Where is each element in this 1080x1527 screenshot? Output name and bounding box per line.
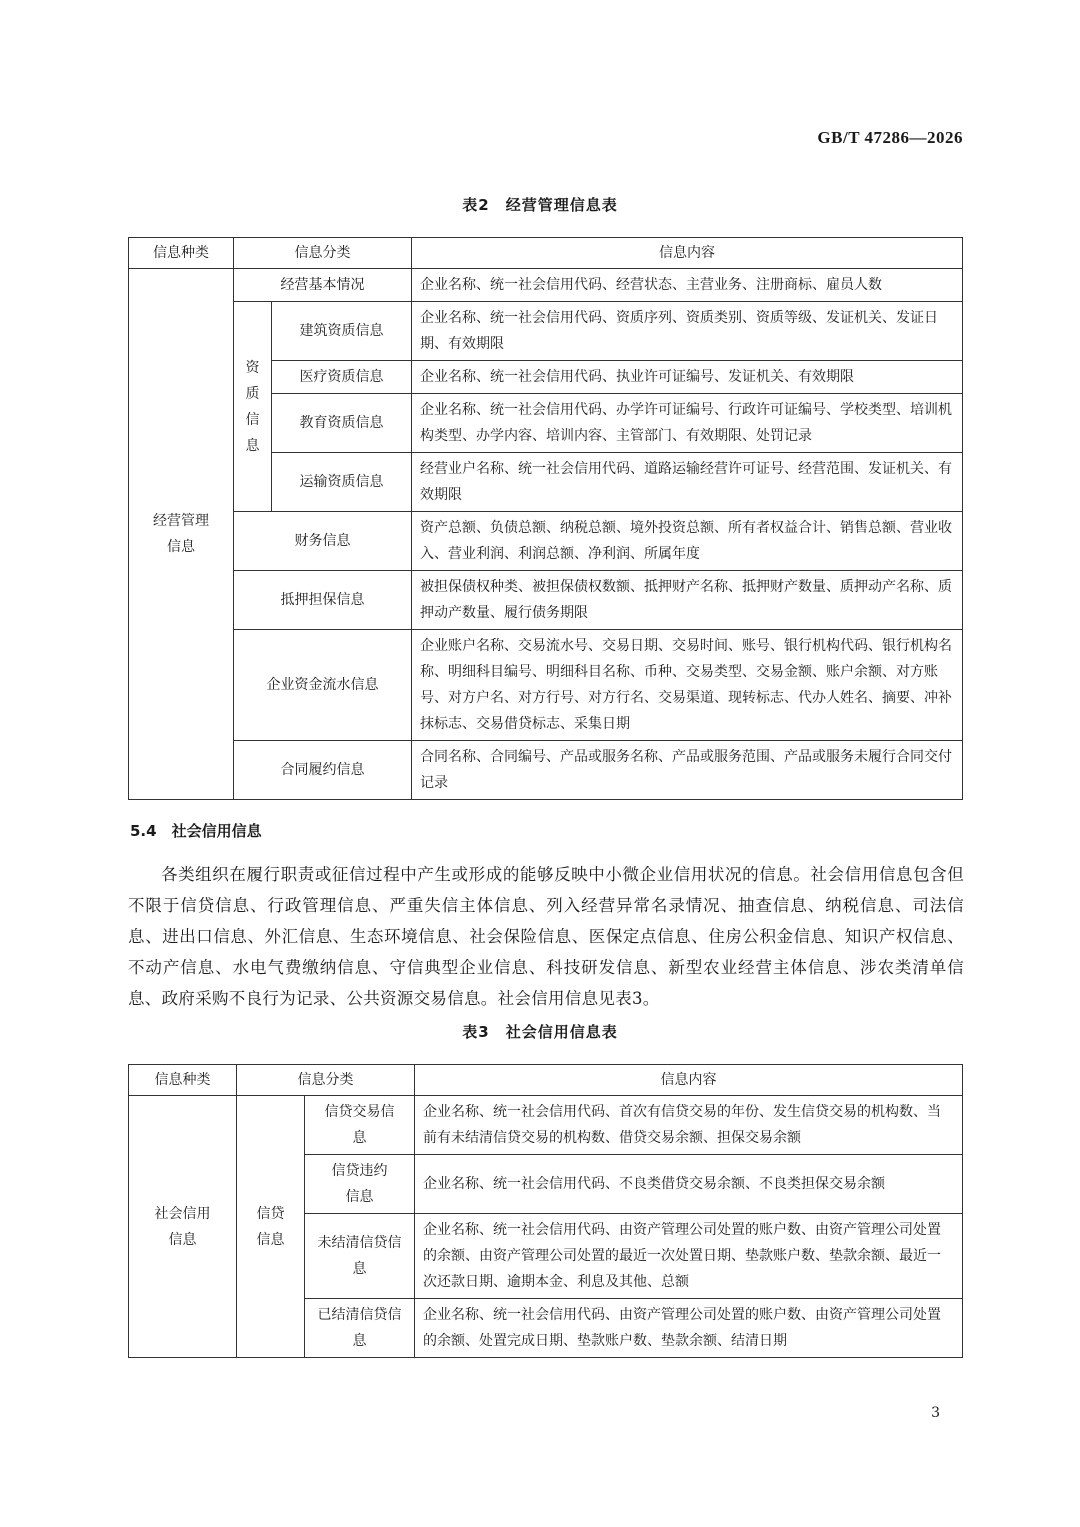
table3-header-kind: 信息种类 (129, 1065, 237, 1096)
table2-qual-label: 教育资质信息 (272, 394, 412, 453)
section-paragraph: 各类组织在履行职责或征信过程中产生或形成的能够反映中小微企业信用状况的信息。社会信用信息包含但不限于信贷信息、行政管理信息、严重失信主体信息、列入经营异常名录情况、抽查信息、纳税信息、司法信息、进出口信息、外汇信息、生态环境信息、社会保险信息、医保定点信息、住房公积金信息、知识产权信息、不动产信息、水电气费缴纳信息、守信典型企业信息、科技研发信息、新型农业经营主体信息、涉农类清单信息、政府采购不良行为记录、公共资源交易信息。社会信用信息见表3。 (128, 865, 964, 1008)
table2-qual-content: 企业名称、统一社会信用代码、执业许可证编号、发证机关、有效期限 (412, 361, 963, 394)
table2-header-row (129, 238, 963, 269)
table2-other-label: 财务信息 (234, 512, 412, 571)
table-row (129, 571, 963, 630)
table2-qualification-group-text: 资质信息 (245, 359, 260, 454)
table3-kind-cell (129, 1096, 237, 1358)
section-heading: 5.4 社会信用信息 (130, 822, 262, 840)
table2-header-content: 信息内容 (412, 238, 963, 269)
table3-group-cell (237, 1096, 305, 1358)
table3-row-label-text: 信贷违约信息 (331, 1163, 388, 1205)
table2-qual-content: 企业名称、统一社会信用代码、办学许可证编号、行政许可证编号、学校类型、培训机构类型、办学内容、培训内容、主管部门、有效期限、处罚记录 (412, 394, 963, 453)
table2-qual-content: 企业名称、统一社会信用代码、资质序列、资质类别、资质等级、发证机关、发证日期、有效期限 (412, 302, 963, 361)
table2-header-category: 信息分类 (234, 238, 412, 269)
table2 (128, 237, 963, 800)
table3 (128, 1064, 963, 1358)
table3-row-label (305, 1214, 415, 1299)
table2-title: 表2 经营管理信息表 (462, 196, 618, 214)
table3-row-content: 企业名称、统一社会信用代码、不良类借贷交易余额、不良类担保交易余额 (415, 1155, 963, 1214)
table2-other-label: 抵押担保信息 (234, 571, 412, 630)
table3-row-label-text: 未结清信贷信息 (317, 1235, 402, 1277)
table2-other-content: 资产总额、负债总额、纳税总额、境外投资总额、所有者权益合计、销售总额、营业收入、营业利润、利润总额、净利润、所属年度 (412, 512, 963, 571)
table2-other-content: 合同名称、合同编号、产品或服务名称、产品或服务范围、产品或服务未履行合同交付记录 (412, 741, 963, 800)
table2-other-label: 企业资金流水信息 (234, 630, 412, 741)
table-row (129, 302, 963, 361)
standard-code: GB/T 47286—2026 (817, 128, 963, 147)
table2-qual-label: 建筑资质信息 (272, 302, 412, 361)
table2-qualification-group (234, 302, 272, 512)
table2-other-label: 合同履约信息 (234, 741, 412, 800)
table2-kind: 经营管理信息 (153, 513, 209, 555)
table3-row-label (305, 1299, 415, 1358)
page-number: 3 (931, 1405, 940, 1421)
table3-row-label (305, 1155, 415, 1214)
table3-row-label-text: 信贷交易信息 (324, 1104, 395, 1146)
table3-header-row (129, 1065, 963, 1096)
table-row (129, 269, 963, 302)
table2-other-content: 被担保债权种类、被担保债权数额、抵押财产名称、抵押财产数量、质押动产名称、质押动产数量、履行债务期限 (412, 571, 963, 630)
table-row (129, 741, 963, 800)
table2-kind-cell (129, 269, 234, 800)
table-row (129, 630, 963, 741)
table3-group: 信贷信息 (256, 1205, 285, 1248)
table3-row-label (305, 1096, 415, 1155)
table2-basic-content: 企业名称、统一社会信用代码、经营状态、主营业务、注册商标、雇员人数 (412, 269, 963, 302)
table3-row-content: 企业名称、统一社会信用代码、由资产管理公司处置的账户数、由资产管理公司处置的余额、处置完成日期、垫款账户数、垫款余额、结清日期 (415, 1299, 963, 1358)
table3-header-category: 信息分类 (237, 1065, 415, 1096)
table2-other-content: 企业账户名称、交易流水号、交易日期、交易时间、账号、银行机构代码、银行机构名称、明细科目编号、明细科目名称、币种、交易类型、交易金额、账户余额、对方账号、对方户名、对方行号、对方行名、交易渠道、现转标志、代办人姓名、摘要、冲补抹标志、交易借贷标志、采集日期 (412, 630, 963, 741)
table2-qual-label: 医疗资质信息 (272, 361, 412, 394)
table3-row-label-text: 已结清信贷信息 (317, 1307, 402, 1349)
table3-header-content: 信息内容 (415, 1065, 963, 1096)
table3-row-content: 企业名称、统一社会信用代码、首次有信贷交易的年份、发生信贷交易的机构数、当前有未结清信贷交易的机构数、借贷交易余额、担保交易余额 (415, 1096, 963, 1155)
table-row (129, 512, 963, 571)
table2-qual-label: 运输资质信息 (272, 453, 412, 512)
table2-basic-label: 经营基本情况 (234, 269, 412, 302)
table2-qual-content: 经营业户名称、统一社会信用代码、道路运输经营许可证号、经营范围、发证机关、有效期限 (412, 453, 963, 512)
table3-row-content: 企业名称、统一社会信用代码、由资产管理公司处置的账户数、由资产管理公司处置的余额、由资产管理公司处置的最近一次处置日期、垫款账户数、垫款余额、最近一次还款日期、逾期本金、利息及其他、总额 (415, 1214, 963, 1299)
table3-kind: 社会信用信息 (154, 1205, 211, 1248)
table-row (129, 1096, 963, 1155)
table2-header-kind: 信息种类 (129, 238, 234, 269)
table3-title: 表3 社会信用信息表 (462, 1023, 618, 1041)
